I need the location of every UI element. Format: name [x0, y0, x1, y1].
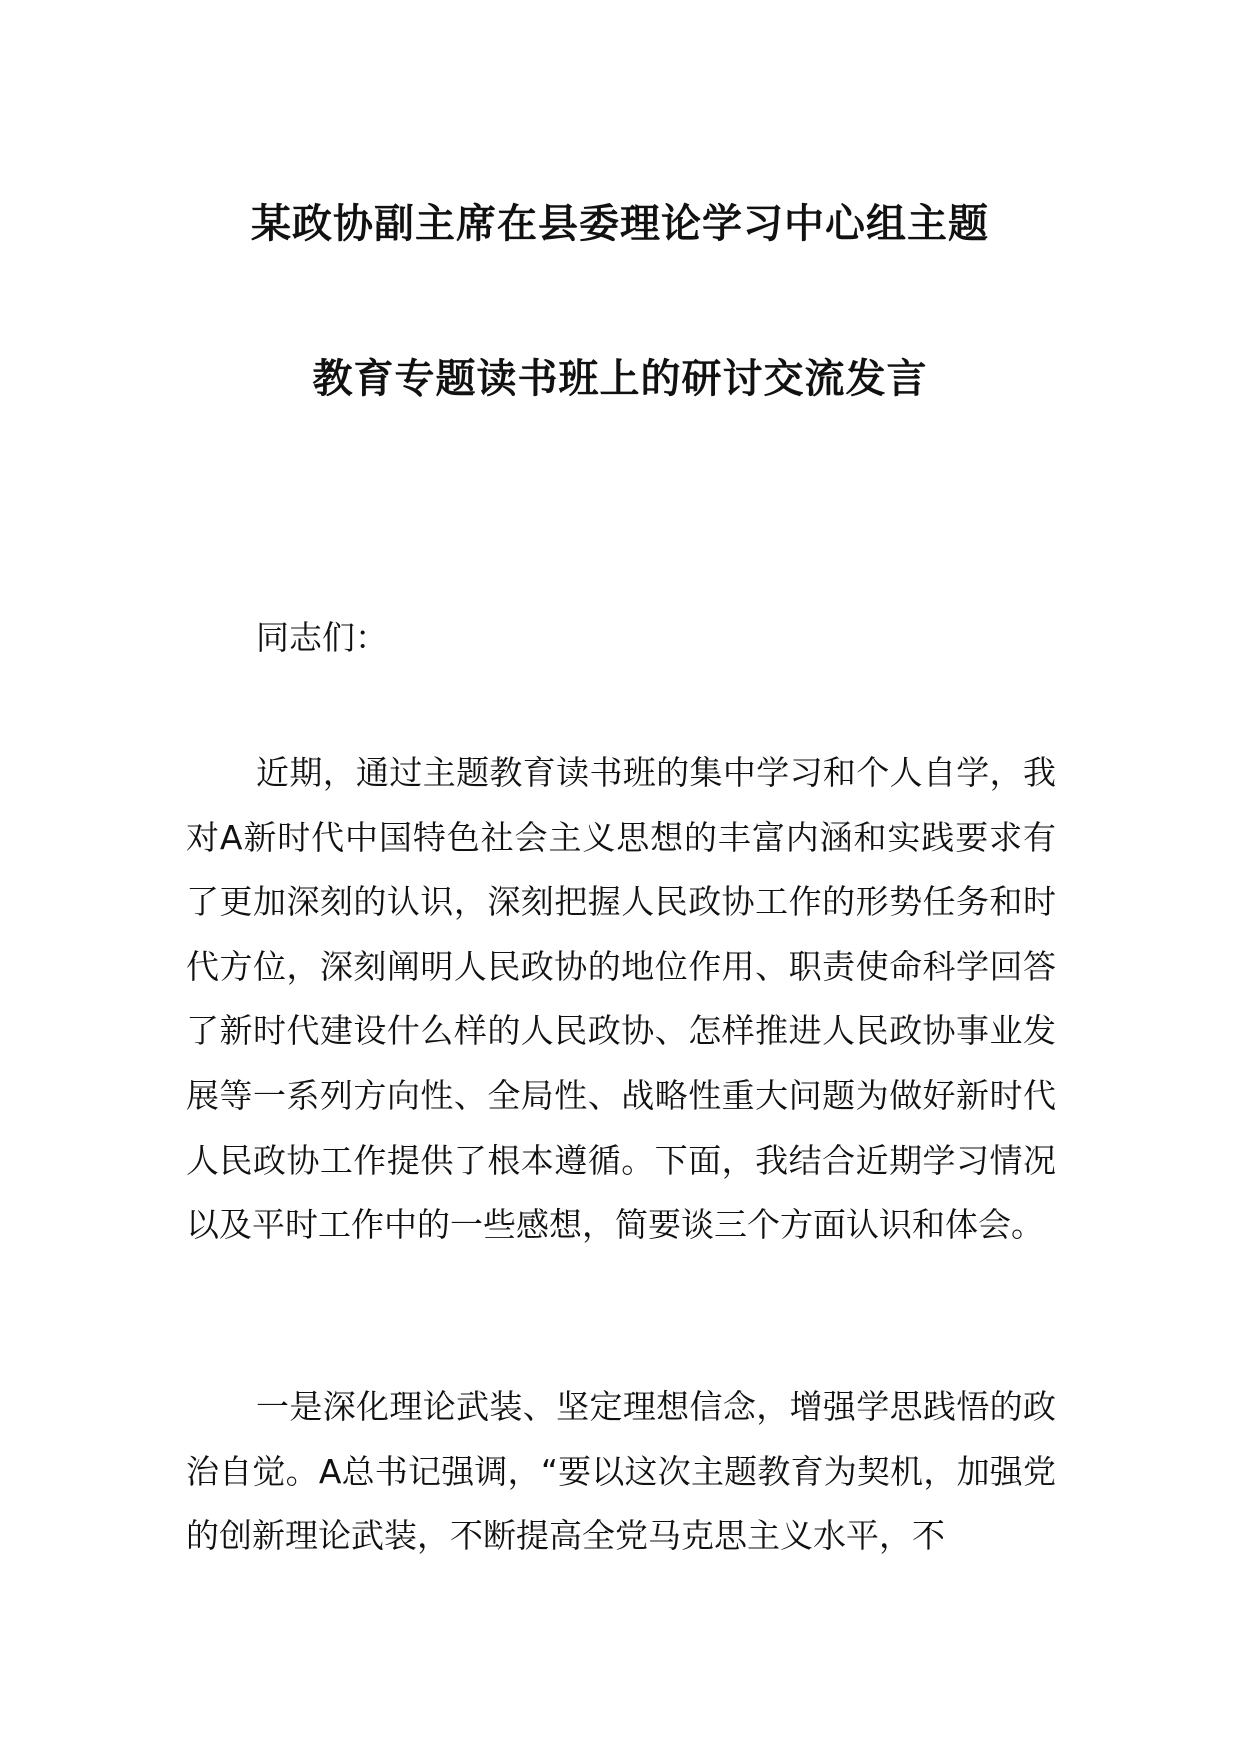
title-line-2: 教育专题读书班上的研讨交流发言	[312, 356, 928, 402]
paragraph-point-one: 一是深化理论武装、坚定理想信念，增强学思践悟的政治自觉。A总书记强调，“要以这次主题教育为契机，加强党的创新理论武装，不断提高全党马克思主义水平，不	[186, 1387, 1056, 1556]
salutation: 同志们：	[256, 618, 388, 657]
paragraph-intro: 近期，通过主题教育读书班的集中学习和个人自学，我对A新时代中国特色社会主义思想的丰富内涵和实践要求有了更加深刻的认识，深刻把握人民政协工作的形势任务和时代方位，深刻阐明人民政协的地位作用、职责使命科学回答了新时代建设什么样的人民政协、怎样推进人民政协事业发展等一系列方向性、全局性、战略性重大问题为做好新时代人民政协工作提供了根本遵循。下面，我结合近期学习情况以及平时工作中的一些感想，简要谈三个方面认识和体会。	[186, 753, 1056, 1245]
document-title	[0, 200, 1240, 403]
title-line-1: 某政协副主席在县委理论学习中心组主题	[251, 201, 989, 247]
